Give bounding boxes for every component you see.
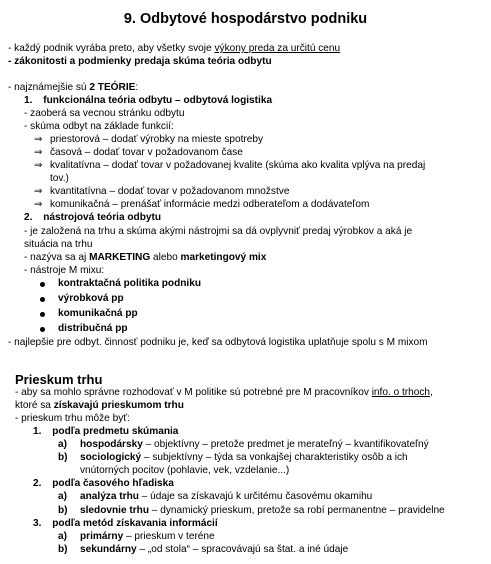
t2b-mid: alebo bbox=[150, 252, 181, 263]
group-3-title: podľa metód získavania informácií bbox=[52, 518, 218, 529]
item-text: – subjektívny – týda sa vonkajšej charakteristiky osôb a ich bbox=[141, 452, 408, 463]
theory-1-title: funkcionálna teória odbytu – odbytová logistika bbox=[43, 95, 273, 106]
function-komunikacna bbox=[34, 199, 369, 211]
research-text: ktoré sa bbox=[15, 400, 54, 411]
item-bold: analýza trhu bbox=[80, 491, 139, 502]
theory-2-line-c: - nástroje M mixu: bbox=[24, 265, 105, 276]
arrow-icon: ⇒ bbox=[34, 134, 43, 145]
theory-2-line-a1: - je založená na trhu a skúma akými nástrojmi sa dá ovplyvniť predaj výrobkov a aká je bbox=[24, 226, 413, 237]
item-text: – údaje sa získavajú k určitému časovému okamihu bbox=[138, 491, 373, 502]
item-label: b) bbox=[58, 544, 68, 555]
lead-text: - najznámejšie sú bbox=[8, 82, 90, 93]
research-comma: , bbox=[430, 387, 433, 398]
function-casova bbox=[34, 147, 243, 159]
group-1-title: podľa predmetu skúmania bbox=[52, 426, 179, 437]
theory-2-line-a2: situácia na trhu bbox=[24, 239, 93, 250]
item-text: – „od stola“ – spracovávajú sa štat. a iné údaje bbox=[136, 544, 349, 555]
lead-colon: : bbox=[135, 82, 139, 93]
arrow-icon: ⇒ bbox=[34, 186, 43, 197]
group-3-item-b bbox=[58, 544, 348, 556]
research-line-1 bbox=[15, 387, 433, 399]
theories-closing: - najlepšie pre odbyt. činnosť podniku je, keď sa odbytová logistika uplatňuje spolu s M mixom bbox=[8, 337, 428, 348]
arrow-icon: ⇒ bbox=[34, 199, 43, 210]
group-1-item-b-cont: vnútorných pocitov (pohlavie, vek, vzdelanie...) bbox=[80, 465, 290, 476]
t2b-bold-mix: marketingový mix bbox=[180, 252, 267, 263]
group-1-number: 1. bbox=[33, 426, 42, 437]
page-title: 9. Odbytové hospodárstvo podniku bbox=[123, 11, 368, 27]
group-2-title: podľa časového hľadiska bbox=[52, 478, 174, 489]
item-text: – prieskum v teréne bbox=[123, 531, 215, 542]
research-line-3: - prieskum trhu môže byť: bbox=[15, 413, 130, 424]
mix-item: komunikačná pp bbox=[58, 308, 138, 319]
mix-item: kontraktačná politika podniku bbox=[58, 278, 202, 289]
function-text: kvantitatívna – dodať tovar v požadovanom množstve bbox=[50, 186, 290, 197]
group-2-number: 2. bbox=[33, 478, 42, 489]
group-2-item-a bbox=[58, 491, 372, 503]
section-heading: Prieskum trhu bbox=[15, 372, 103, 387]
group-2-item-b bbox=[58, 505, 445, 517]
item-bold: hospodársky bbox=[80, 439, 143, 450]
intro-line-1 bbox=[8, 43, 340, 55]
intro-underlined-text: výkony preda za určitú cenu bbox=[214, 43, 341, 54]
research-text: - aby sa mohlo správne rozhodovať v M politike sú potrebné pre M pracovníkov bbox=[15, 387, 372, 398]
item-label: a) bbox=[58, 531, 67, 542]
function-kvalitativna bbox=[34, 160, 425, 172]
group-1-item-a bbox=[58, 439, 429, 451]
bullet-icon bbox=[40, 282, 45, 287]
theory-2-title: nástrojová teória odbytu bbox=[43, 212, 162, 223]
intro-line-2: - zákonitosti a podmienky predaja skúma teória odbytu bbox=[8, 56, 272, 67]
item-label: a) bbox=[58, 491, 67, 502]
mix-item: distribučná pp bbox=[58, 323, 128, 334]
function-kvalitativna-cont: tov.) bbox=[50, 173, 69, 184]
item-bold: primárny bbox=[80, 531, 124, 542]
lead-bold: 2 TEÓRIE bbox=[89, 82, 136, 93]
t2b-text: - nazýva sa aj bbox=[24, 252, 90, 263]
bullet-icon bbox=[40, 312, 45, 317]
item-label: b) bbox=[58, 452, 68, 463]
theory-1-heading bbox=[24, 95, 272, 107]
theories-lead bbox=[8, 82, 138, 94]
item-text: – objektívny – pretože predmet je merateľný – kvantifikovateľný bbox=[142, 439, 429, 450]
item-bold: sociologický bbox=[80, 452, 142, 463]
theory-2-line-b bbox=[24, 252, 266, 264]
arrow-icon: ⇒ bbox=[34, 160, 43, 171]
group-3-heading bbox=[33, 518, 218, 530]
function-text: priestorová – dodať výrobky na mieste spotreby bbox=[50, 134, 264, 145]
theory-1-line-a: - zaoberá sa vecnou stránku odbytu bbox=[24, 108, 185, 119]
research-bold: získavajú prieskumom trhu bbox=[53, 400, 184, 411]
research-line-2 bbox=[15, 400, 184, 412]
theory-1-line-b: - skúma odbyt na základe funkcií: bbox=[24, 121, 174, 132]
bullet-icon bbox=[40, 297, 45, 302]
function-text: komunikačná – prenášať informácie medzi odberateľom a dodávateľom bbox=[50, 199, 370, 210]
function-priestorova bbox=[34, 134, 263, 146]
theory-2-number: 2. bbox=[24, 212, 33, 223]
group-1-heading bbox=[33, 426, 178, 438]
function-text: časová – dodať tovar v požadovanom čase bbox=[50, 147, 243, 158]
theory-1-number: 1. bbox=[24, 95, 33, 106]
item-bold: sekundárny bbox=[80, 544, 137, 555]
group-2-heading bbox=[33, 478, 174, 490]
bullet-icon bbox=[40, 327, 45, 332]
item-bold: sledovnie trhu bbox=[80, 505, 149, 516]
mix-item: výrobková pp bbox=[58, 293, 124, 304]
research-underlined-text: info. o trhoch bbox=[371, 387, 431, 398]
function-text: kvalitatívna – dodať tovar v požadovanej kvalite (skúma ako kvalita vplýva na predaj bbox=[50, 160, 426, 171]
function-kvantitativna bbox=[34, 186, 289, 198]
item-label: b) bbox=[58, 505, 68, 516]
arrow-icon: ⇒ bbox=[34, 147, 43, 158]
item-label: a) bbox=[58, 439, 67, 450]
item-text: – dynamický prieskum, pretože sa robí permanentne – pravidelne bbox=[149, 505, 445, 516]
t2b-bold-marketing: MARKETING bbox=[89, 252, 151, 263]
theory-2-heading bbox=[24, 212, 161, 224]
group-3-item-a bbox=[58, 531, 215, 543]
group-1-item-b bbox=[58, 452, 408, 464]
group-3-number: 3. bbox=[33, 518, 42, 529]
intro-text: - každý podnik vyrába preto, aby všetky svoje bbox=[8, 43, 215, 54]
